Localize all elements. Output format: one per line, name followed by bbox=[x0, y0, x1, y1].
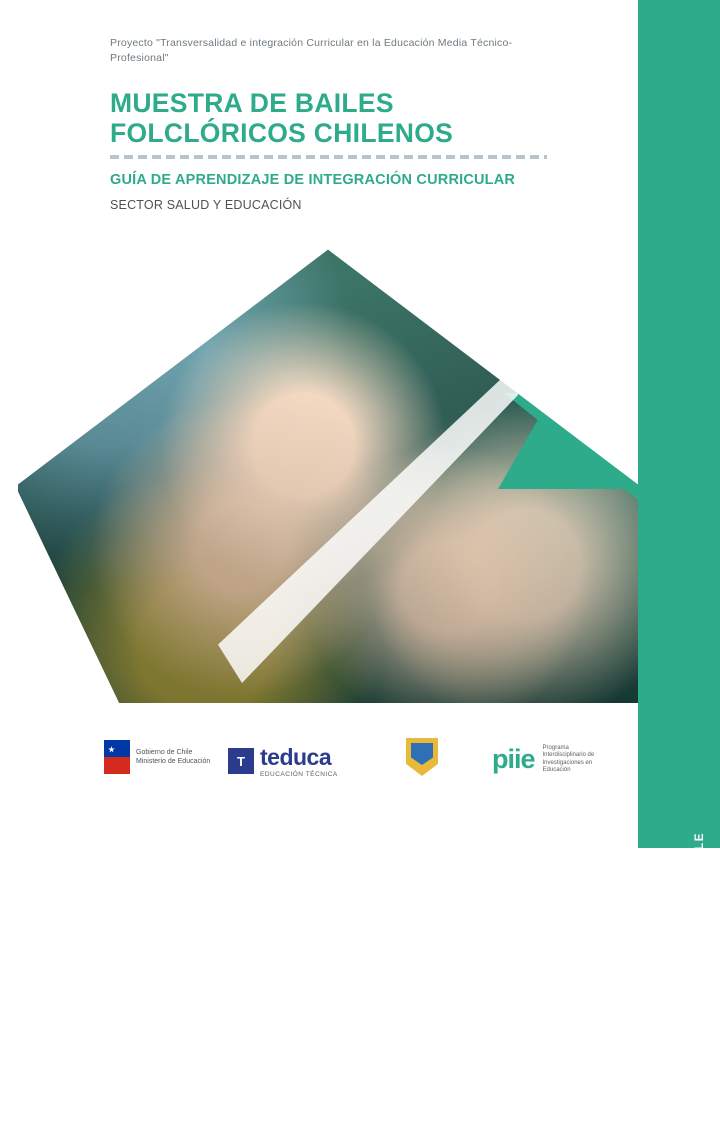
teduca-mark-icon: T bbox=[228, 748, 254, 774]
side-band-separator: · bbox=[694, 999, 706, 1005]
side-band-inner bbox=[638, 0, 720, 1148]
logo-teduca-word: teduca bbox=[260, 744, 332, 770]
sector-label: SECTOR SALUD Y EDUCACIÓN bbox=[110, 198, 302, 212]
side-band-label-left: EDUCACIÓN FÍSICA bbox=[694, 1011, 706, 1148]
logo-gobierno-line1: Gobierno de Chile bbox=[136, 749, 193, 756]
logo-escudo bbox=[406, 738, 438, 776]
logo-gobierno-line2: Ministerio de Educación bbox=[136, 758, 211, 765]
page-title: MUESTRA DE BAILES FOLCLÓRICOS CHILENOS bbox=[110, 88, 454, 148]
title-divider bbox=[110, 155, 547, 159]
logo-piie bbox=[492, 744, 603, 775]
shield-icon bbox=[406, 738, 438, 776]
logo-teduca-sub: EDUCACIÓN TÉCNICA bbox=[260, 771, 338, 778]
side-band bbox=[638, 0, 720, 1148]
project-line: Proyecto "Transversalidad e integración Curricular en la Educación Media Técnico-Profesional" bbox=[110, 37, 513, 64]
cover-artwork bbox=[18, 243, 638, 703]
page-subtitle: GUÍA DE APRENDIZAJE DE INTEGRACIÓN CURRICULAR bbox=[110, 172, 516, 188]
side-band-label-right: DANZANDO POR CHILE bbox=[694, 832, 706, 993]
logo-teduca bbox=[228, 744, 338, 778]
logo-gobierno-de-chile bbox=[104, 740, 210, 774]
logo-strip bbox=[0, 726, 638, 814]
logo-piie-word: piie bbox=[492, 744, 535, 774]
side-band-text bbox=[694, 832, 706, 1148]
logo-gobierno-text bbox=[136, 748, 210, 766]
chile-flag-icon bbox=[104, 740, 130, 774]
logo-piie-sub: Programa Interdisciplinario de Investigaciones en Educación bbox=[542, 744, 595, 773]
